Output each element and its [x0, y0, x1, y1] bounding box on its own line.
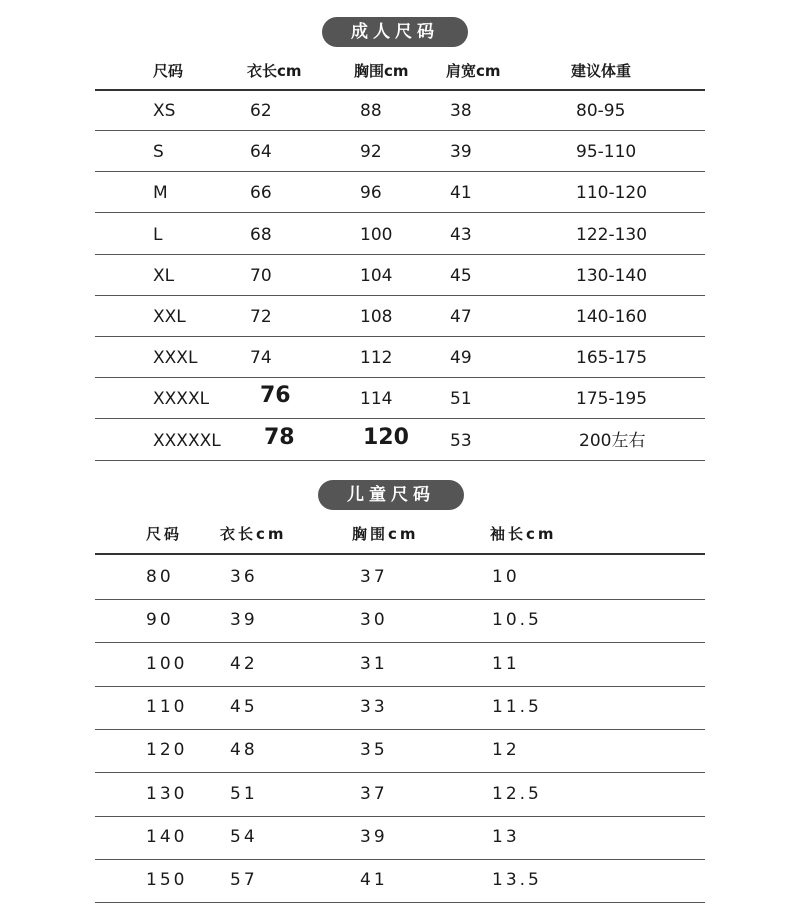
adult-header-shoulder: 肩宽cm: [446, 62, 501, 80]
table-cell: XXXL: [153, 348, 198, 369]
table-cell: 43: [450, 224, 472, 245]
table-cell: 72: [250, 307, 272, 327]
table-cell: 88: [360, 101, 382, 121]
table-cell: 10: [492, 567, 520, 587]
table-cell: 80: [146, 567, 174, 587]
table-cell: 66: [250, 183, 272, 204]
adult-header-size: 尺码: [153, 62, 184, 80]
table-cell: M: [153, 183, 168, 204]
table-divider: [95, 772, 705, 773]
table-divider: [95, 599, 705, 600]
child-header-length: 衣长cm: [220, 525, 287, 543]
table-cell: XXL: [153, 307, 186, 327]
table-cell: 39: [450, 142, 472, 163]
table-divider: [95, 212, 705, 213]
table-cell: 36: [230, 567, 258, 587]
table-cell: 49: [450, 348, 472, 369]
table-divider: [95, 171, 705, 172]
table-cell: 150: [146, 870, 188, 891]
table-divider: [95, 460, 705, 461]
table-cell: 39: [360, 826, 388, 847]
table-cell: 12.5: [492, 783, 542, 804]
table-cell: 90: [146, 610, 174, 631]
table-cell: 120: [363, 424, 409, 450]
table-cell: XS: [153, 101, 176, 121]
table-divider: [95, 729, 705, 730]
table-cell: 11.5: [492, 696, 542, 717]
table-cell: 68: [250, 224, 272, 245]
table-cell: XL: [153, 265, 175, 286]
table-cell: 54: [230, 826, 258, 847]
table-divider: [95, 89, 705, 91]
table-cell: 130-140: [576, 265, 648, 286]
table-divider: [95, 686, 705, 687]
table-cell: XXXXL: [153, 389, 210, 410]
table-cell: 64: [250, 142, 272, 163]
table-cell: 114: [360, 389, 393, 410]
table-divider: [95, 553, 705, 555]
table-cell: 11: [492, 653, 520, 674]
table-cell: 175-195: [576, 389, 648, 410]
table-cell: 47: [450, 307, 472, 327]
table-cell: 33: [360, 696, 388, 717]
table-cell: 78: [264, 424, 295, 450]
table-cell: 41: [450, 183, 472, 204]
table-cell: 51: [230, 783, 258, 804]
table-divider: [95, 254, 705, 255]
table-cell: 39: [230, 610, 258, 631]
table-cell: 104: [360, 265, 393, 286]
table-cell: 13.5: [492, 870, 542, 891]
table-cell: 45: [230, 696, 258, 717]
table-cell: 112: [360, 348, 393, 369]
adult-size-title: 成人尺码: [322, 17, 468, 47]
table-cell: 100: [360, 224, 393, 245]
table-cell: 122-130: [576, 224, 648, 245]
adult-header-length: 衣长cm: [247, 62, 302, 80]
table-divider: [95, 902, 705, 903]
table-cell: 42: [230, 653, 258, 674]
table-cell: 92: [360, 142, 382, 163]
table-cell: 120: [146, 740, 188, 761]
table-cell: 53: [450, 430, 472, 451]
child-header-sleeve: 袖长cm: [490, 525, 557, 543]
table-cell: 110: [146, 696, 188, 717]
table-cell: 140: [146, 826, 188, 847]
table-cell: 12: [492, 740, 520, 761]
table-cell: 30: [360, 610, 388, 631]
table-cell: 165-175: [576, 348, 648, 369]
table-cell: 76: [260, 383, 291, 409]
table-cell: 108: [360, 307, 393, 327]
table-cell: 37: [360, 783, 388, 804]
table-cell: 110-120: [576, 183, 648, 204]
table-cell: 37: [360, 567, 388, 587]
table-cell: 41: [360, 870, 388, 891]
adult-header-weight: 建议体重: [571, 62, 632, 80]
table-cell: 130: [146, 783, 188, 804]
table-cell: 31: [360, 653, 388, 674]
table-cell: XXXXXL: [153, 430, 221, 451]
table-divider: [95, 377, 705, 378]
table-divider: [95, 295, 705, 296]
table-cell: 74: [250, 348, 272, 369]
table-cell: 57: [230, 870, 258, 891]
table-cell: 38: [450, 101, 472, 121]
table-cell: 62: [250, 101, 272, 121]
table-cell: 200左右: [579, 430, 646, 451]
table-divider: [95, 859, 705, 860]
table-cell: 51: [450, 389, 472, 410]
table-cell: S: [153, 142, 164, 163]
table-cell: 95-110: [576, 142, 637, 163]
table-divider: [95, 130, 705, 131]
table-divider: [95, 816, 705, 817]
table-divider: [95, 336, 705, 337]
table-divider: [95, 418, 705, 419]
table-cell: 10.5: [492, 610, 542, 631]
table-cell: 100: [146, 653, 188, 674]
child-size-title: 儿童尺码: [318, 480, 464, 510]
child-header-chest: 胸围cm: [352, 525, 419, 543]
table-cell: 13: [492, 826, 520, 847]
table-cell: L: [153, 224, 163, 245]
table-cell: 140-160: [576, 307, 648, 327]
table-cell: 48: [230, 740, 258, 761]
table-cell: 70: [250, 265, 272, 286]
table-cell: 96: [360, 183, 382, 204]
adult-header-chest: 胸围cm: [354, 62, 409, 80]
child-header-size: 尺码: [146, 525, 183, 543]
table-divider: [95, 642, 705, 643]
table-cell: 35: [360, 740, 388, 761]
table-cell: 80-95: [576, 101, 626, 121]
table-cell: 45: [450, 265, 472, 286]
